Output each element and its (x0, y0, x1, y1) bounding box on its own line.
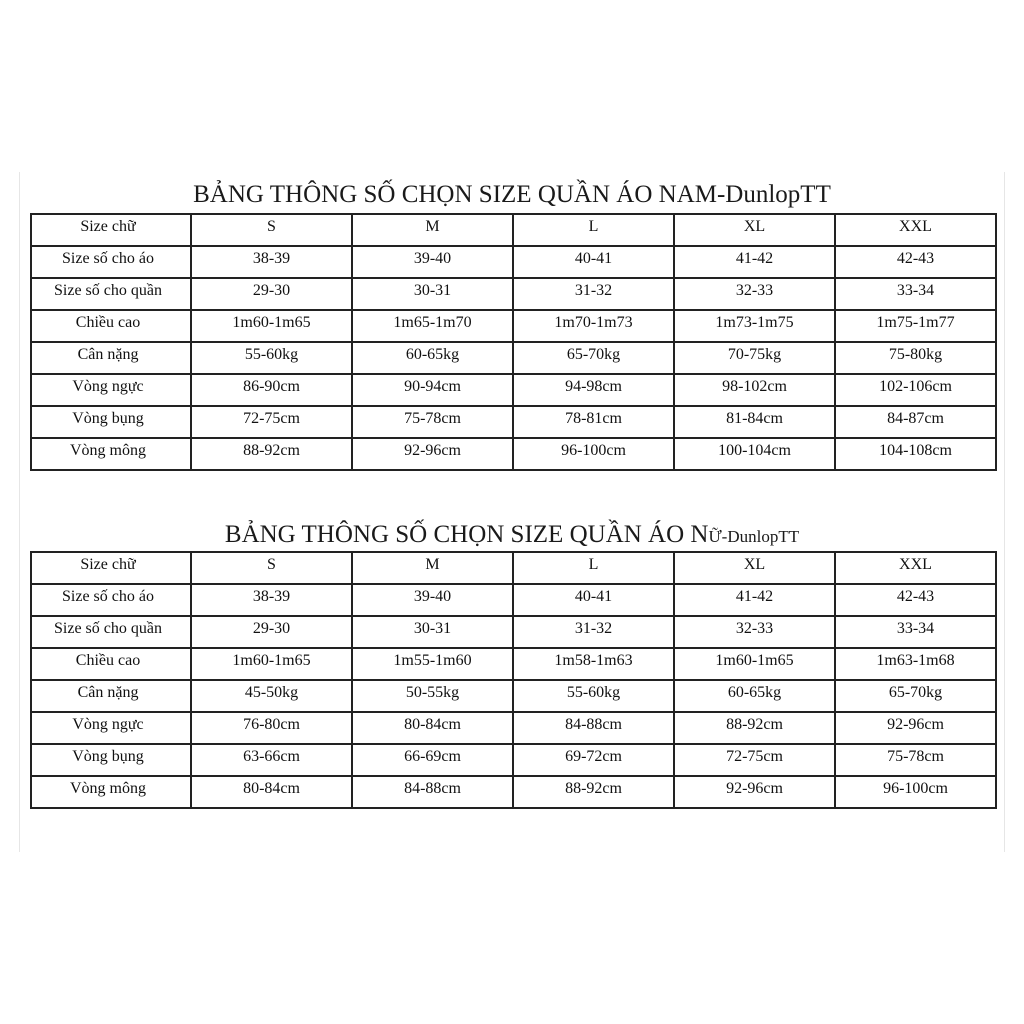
table-cell: 80-84cm (352, 712, 513, 744)
table-cell: M (352, 552, 513, 584)
table-cell: 96-100cm (513, 438, 674, 470)
row-label: Vòng ngực (31, 712, 191, 744)
table-cell: 75-78cm (835, 744, 996, 776)
table-cell: 32-33 (674, 616, 835, 648)
table-cell: 55-60kg (513, 680, 674, 712)
table-cell: 1m63-1m68 (835, 648, 996, 680)
women-title-suffix: Ữ-DunlopTT (708, 527, 800, 546)
table-row (31, 278, 996, 310)
table-cell: 33-34 (835, 616, 996, 648)
table-cell: S (191, 552, 352, 584)
table-cell: 98-102cm (674, 374, 835, 406)
table-cell: 104-108cm (835, 438, 996, 470)
men-title-text: BẢNG THÔNG SỐ CHỌN SIZE QUẦN ÁO NAM-DunlopTT (193, 181, 831, 208)
table-row (31, 584, 996, 616)
table-cell: 84-88cm (352, 776, 513, 808)
row-label: Cân nặng (31, 680, 191, 712)
table-row (31, 616, 996, 648)
table-cell: 66-69cm (352, 744, 513, 776)
table-cell: 65-70kg (835, 680, 996, 712)
table-cell: L (513, 214, 674, 246)
row-label: Vòng bụng (31, 406, 191, 438)
table-cell: 80-84cm (191, 776, 352, 808)
table-cell: 31-32 (513, 616, 674, 648)
table-cell: 96-100cm (835, 776, 996, 808)
table-cell: 1m60-1m65 (674, 648, 835, 680)
page-border-right (1004, 172, 1005, 852)
table-cell: 60-65kg (352, 342, 513, 374)
men-size-table (30, 213, 997, 471)
table-cell: 81-84cm (674, 406, 835, 438)
table-cell: 33-34 (835, 278, 996, 310)
table-cell: 42-43 (835, 246, 996, 278)
table-cell: 42-43 (835, 584, 996, 616)
table-cell: XL (674, 552, 835, 584)
table-cell: 1m55-1m60 (352, 648, 513, 680)
table-cell: 92-96cm (835, 712, 996, 744)
women-table-title (0, 521, 1024, 549)
men-table-title (0, 181, 1024, 209)
table-cell: 60-65kg (674, 680, 835, 712)
table-cell: 69-72cm (513, 744, 674, 776)
table-cell: 1m58-1m63 (513, 648, 674, 680)
table-cell: 75-78cm (352, 406, 513, 438)
page-border-left (19, 172, 20, 852)
table-cell: 50-55kg (352, 680, 513, 712)
table-cell: 30-31 (352, 278, 513, 310)
table-cell: 40-41 (513, 246, 674, 278)
table-row (31, 342, 996, 374)
table-row (31, 438, 996, 470)
table-cell: 32-33 (674, 278, 835, 310)
table-cell: S (191, 214, 352, 246)
table-cell: 88-92cm (191, 438, 352, 470)
row-label: Size số cho quần (31, 616, 191, 648)
row-label: Cân nặng (31, 342, 191, 374)
row-label: Chiều cao (31, 648, 191, 680)
table-cell: 86-90cm (191, 374, 352, 406)
table-row (31, 680, 996, 712)
table-row (31, 310, 996, 342)
table-cell: 30-31 (352, 616, 513, 648)
row-label: Size chữ (31, 214, 191, 246)
row-label: Chiều cao (31, 310, 191, 342)
table-cell: 29-30 (191, 616, 352, 648)
table-row (31, 406, 996, 438)
table-cell: 76-80cm (191, 712, 352, 744)
women-title-text: BẢNG THÔNG SỐ CHỌN SIZE QUẦN ÁO N (224, 521, 709, 548)
row-label: Vòng mông (31, 438, 191, 470)
table-cell: 40-41 (513, 584, 674, 616)
table-row (31, 552, 996, 584)
table-cell: 65-70kg (513, 342, 674, 374)
row-label: Size chữ (31, 552, 191, 584)
table-cell: 1m73-1m75 (674, 310, 835, 342)
table-cell: L (513, 552, 674, 584)
table-cell: 92-96cm (352, 438, 513, 470)
table-cell: 38-39 (191, 584, 352, 616)
table-cell: 41-42 (674, 584, 835, 616)
men-table-body (31, 214, 996, 470)
table-cell: 88-92cm (513, 776, 674, 808)
table-cell: 75-80kg (835, 342, 996, 374)
table-cell: 1m60-1m65 (191, 648, 352, 680)
row-label: Size số cho áo (31, 246, 191, 278)
table-cell: 29-30 (191, 278, 352, 310)
table-cell: 39-40 (352, 584, 513, 616)
row-label: Vòng mông (31, 776, 191, 808)
table-cell: 1m65-1m70 (352, 310, 513, 342)
row-label: Vòng ngực (31, 374, 191, 406)
table-row (31, 712, 996, 744)
table-row (31, 648, 996, 680)
table-cell: 31-32 (513, 278, 674, 310)
table-cell: 100-104cm (674, 438, 835, 470)
table-row (31, 744, 996, 776)
table-cell: 1m60-1m65 (191, 310, 352, 342)
table-cell: XXL (835, 214, 996, 246)
table-cell: 55-60kg (191, 342, 352, 374)
table-cell: 84-88cm (513, 712, 674, 744)
table-row (31, 776, 996, 808)
table-cell: M (352, 214, 513, 246)
table-cell: 78-81cm (513, 406, 674, 438)
table-cell: XXL (835, 552, 996, 584)
table-row (31, 214, 996, 246)
table-cell: 90-94cm (352, 374, 513, 406)
table-cell: 38-39 (191, 246, 352, 278)
table-cell: 1m70-1m73 (513, 310, 674, 342)
table-cell: 45-50kg (191, 680, 352, 712)
row-label: Vòng bụng (31, 744, 191, 776)
table-cell: 70-75kg (674, 342, 835, 374)
table-cell: 72-75cm (674, 744, 835, 776)
table-cell: 39-40 (352, 246, 513, 278)
table-cell: 41-42 (674, 246, 835, 278)
table-cell: 88-92cm (674, 712, 835, 744)
table-cell: 92-96cm (674, 776, 835, 808)
table-cell: XL (674, 214, 835, 246)
table-row (31, 246, 996, 278)
women-table-body (31, 552, 996, 808)
row-label: Size số cho áo (31, 584, 191, 616)
table-cell: 63-66cm (191, 744, 352, 776)
table-cell: 102-106cm (835, 374, 996, 406)
row-label: Size số cho quần (31, 278, 191, 310)
table-cell: 72-75cm (191, 406, 352, 438)
women-size-table (30, 551, 997, 809)
table-cell: 84-87cm (835, 406, 996, 438)
table-cell: 1m75-1m77 (835, 310, 996, 342)
table-cell: 94-98cm (513, 374, 674, 406)
table-row (31, 374, 996, 406)
